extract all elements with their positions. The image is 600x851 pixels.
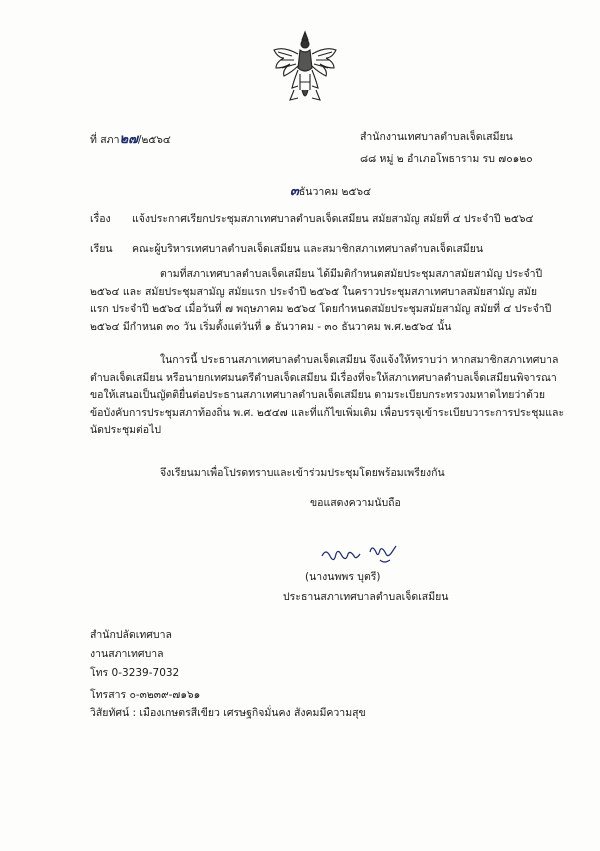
document-date — [290, 180, 371, 201]
office-address: ๘๘ หมู่ ๒ อำเภอโพธาราม รบ ๗๐๑๒๐ — [360, 153, 533, 165]
footer-vision: วิสัยทัศน์ : เมืองเกษตรสีเขียว เศรษฐกิจมั่นคง สังคมมีความสุข — [90, 707, 366, 719]
p2-line: ตำบลเจ็ดเสมียน หรือนายกเทศมนตรีตำบลเจ็ดเสมียน มีเรื่องที่จะให้สภาเทศบาลตำบลเจ็ดเสมียนพิจารณา — [90, 371, 557, 384]
p1-line: ตามที่สภาเทศบาลตำบลเจ็ดเสมียน ได้มีมติกำหนดสมัยประชุมสภาสมัยสามัญ ประจำปี — [160, 268, 543, 280]
date-text: ธันวาคม ๒๕๖๔ — [298, 186, 372, 198]
recipient-label: เรียน — [90, 243, 113, 255]
p1-line: ๒๕๖๔ และ สมัยประชุมสามัญ สมัยแรก ประจำปี ๒๕๖๕ ในคราวประชุมสภาเทศบาลสมัยสามัญ สมัย — [90, 285, 538, 298]
signer-name: (นางนพพร บุตรี) — [305, 571, 381, 583]
body-paragraph-1 — [90, 266, 552, 336]
p1-line: แรก ประจำปี ๒๕๖๔ เมื่อวันที่ ๗ พฤษภาคม ๒๕๖๔ โดยกำหนดสมัยประชุมสมัยสามัญ สมัยที่ ๔ ประจำปี — [90, 303, 552, 315]
recipient-text: คณะผู้บริหารเทศบาลตำบลเจ็ดเสมียน และสมาชิกสภาเทศบาลตำบลเจ็ดเสมียน — [132, 243, 484, 255]
office-name: สำนักงานเทศบาลตำบลเจ็ดเสมียน — [360, 131, 513, 143]
p2-line: ในการนี้ ประธานสภาเทศบาลตำบลเจ็ดเสมียน จึงแจ้งให้ทราบว่า หากสมาชิกสภาเทศบาล — [160, 354, 559, 366]
p1-line: ๒๕๖๔ มีกำหนด ๓๐ วัน เริ่มตั้งแต่วันที่ ๑ ธันวาคม - ๓๐ ธันวาคม พ.ศ.๒๕๖๔ นั้น — [90, 320, 452, 333]
document-number — [90, 128, 171, 149]
subject-text: แจ้งประกาศเรียกประชุมสภาเทศบาลตำบลเจ็ดเสมียน สมัยสามัญ สมัยที่ ๔ ประจำปี ๒๕๖๔ — [132, 213, 534, 225]
closing-regards: ขอแสดงความนับถือ — [310, 497, 401, 509]
doc-no-suffix: /๒๕๖๔ — [137, 134, 171, 146]
handwritten-signature — [320, 540, 400, 566]
subject-label: เรื่อง — [90, 213, 111, 225]
date-handwritten: ๓ — [290, 184, 299, 199]
footer-phone: โทร 0-3239-7032 — [90, 667, 180, 679]
p2-line: ข้อบังคับการประชุมสภาท้องถิ่น พ.ศ. ๒๕๔๗ และที่แก้ไขเพิ่มเติม เพื่อบรรจุเข้าระเบียบวาระการประชุมและ — [90, 406, 565, 419]
body-paragraph-3: จึงเรียนมาเพื่อโปรดทราบและเข้าร่วมประชุมโดยพร้อมเพรียงกัน — [160, 467, 445, 479]
signer-title: ประธานสภาเทศบาลตำบลเจ็ดเสมียน — [283, 591, 449, 603]
footer-section: งานสภาเทศบาล — [90, 648, 164, 660]
footer-department: สำนักปลัดเทศบาล — [90, 629, 172, 641]
p2-line: นัดประชุมต่อไป — [90, 424, 162, 436]
p2-line: ขอให้เสนอเป็นญัตติยื่นต่อประธานสภาเทศบาลตำบลเจ็ดเสมียน ตามระเบียบกระทรวงมหาดไทยว่าด้วย — [90, 389, 546, 401]
body-paragraph-2 — [90, 352, 565, 440]
doc-no-prefix: ที่ สภา — [90, 134, 120, 146]
footer-fax: โทรสาร ๐-๓๒๓๙-๗๑๖๑ — [90, 689, 201, 701]
doc-no-handwritten: ๒๗ — [119, 132, 138, 147]
garuda-emblem — [270, 28, 340, 108]
